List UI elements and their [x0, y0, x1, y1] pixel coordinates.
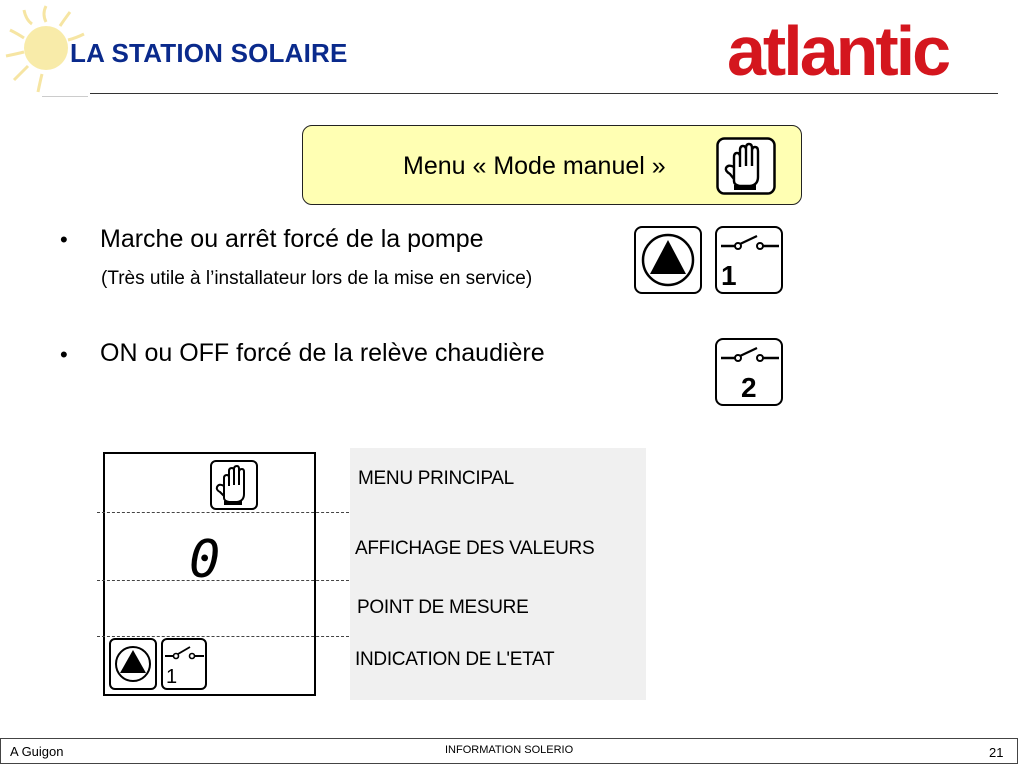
relay-1-key[interactable] [715, 226, 783, 294]
relay-2-key[interactable] [715, 338, 783, 406]
relay-number: 1 [721, 260, 737, 291]
relay-number: 2 [741, 372, 757, 403]
label-point-de-mesure: POINT DE MESURE [357, 597, 529, 618]
relay-switch-icon [717, 228, 781, 262]
label-affichage-valeurs: AFFICHAGE DES VALEURS [355, 538, 595, 559]
pump-key[interactable] [634, 226, 702, 294]
label-menu-principal: MENU PRINCIPAL [358, 468, 514, 489]
section-divider [97, 512, 349, 513]
brand-logo: atlantic [727, 12, 949, 90]
pump-icon [109, 638, 157, 690]
hand-icon[interactable] [716, 137, 776, 195]
bullet-boiler-text: ON ou OFF forcé de la relève chaudière [100, 339, 545, 367]
page-number: 21 [989, 745, 1004, 760]
page-title: LA STATION SOLAIRE [70, 38, 348, 68]
bullet-marker: • [60, 227, 68, 252]
bullet-pump-text: Marche ou arrêt forcé de la pompe [100, 225, 484, 253]
bullet-pump-note: (Très utile à l’installateur lors de la mise en service) [101, 268, 533, 289]
hand-icon [210, 460, 258, 510]
display-digit: 0 [189, 530, 221, 590]
pump-icon [636, 228, 700, 292]
section-divider [97, 636, 349, 637]
header-divider-accent [42, 96, 88, 97]
section-divider [97, 580, 349, 581]
header-divider [90, 93, 998, 94]
footer-author: A Guigon [10, 744, 64, 759]
footer-title: INFORMATION SOLERIO [445, 744, 574, 756]
label-indication-etat: INDICATION DE L'ETAT [355, 649, 555, 670]
relay-switch-icon [717, 340, 781, 374]
display-screen [103, 452, 316, 696]
menu-label: Menu « Mode manuel » [403, 152, 666, 180]
relay-number: 1 [166, 666, 178, 688]
bullet-marker: • [60, 342, 68, 367]
